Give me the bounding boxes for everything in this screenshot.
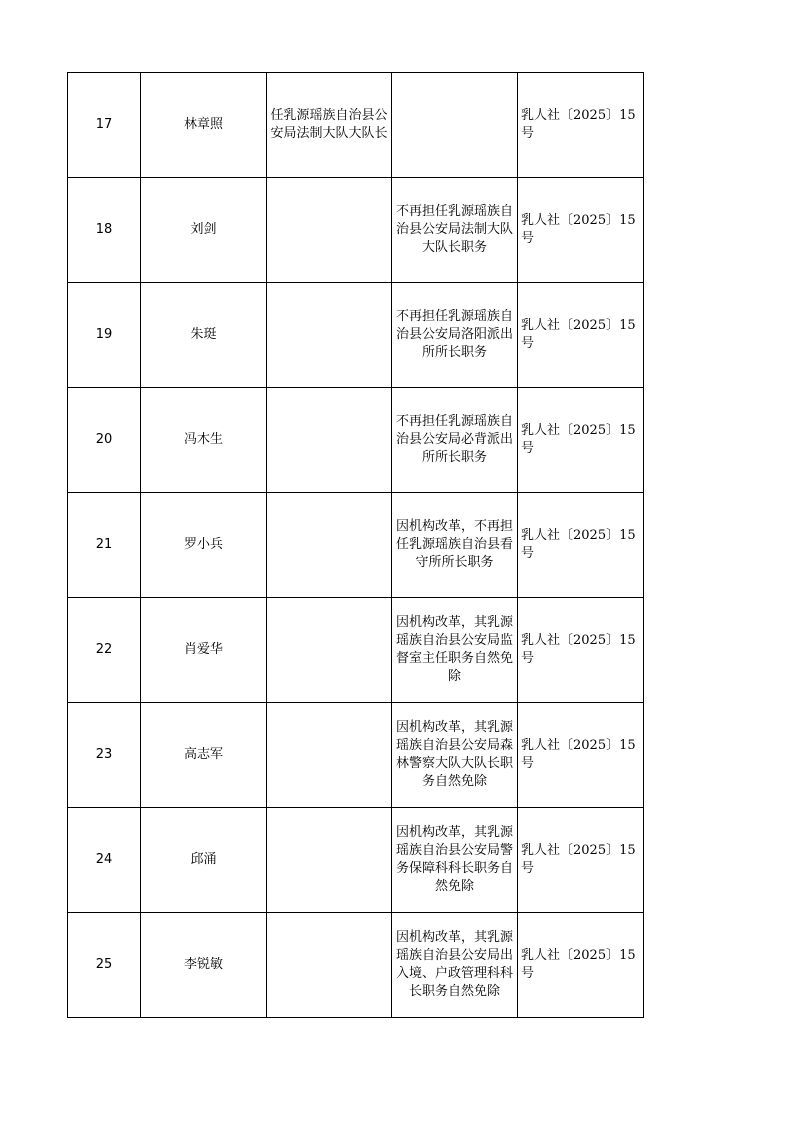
removal-text: 因机构改革，其乳源瑶族自治县公安局出入境、户政管理科科长职务自然免除 [392, 913, 518, 1018]
removal-text: 不再担任乳源瑶族自治县公安局必背派出所所长职务 [392, 388, 518, 493]
document-number: 乳人社〔2025〕15号 [518, 913, 644, 1018]
table-row [68, 388, 644, 493]
document-number: 乳人社〔2025〕15号 [518, 178, 644, 283]
document-number: 乳人社〔2025〕15号 [518, 283, 644, 388]
removal-text: 因机构改革，其乳源瑶族自治县公安局警务保障科科长职务自然免除 [392, 808, 518, 913]
document-number: 乳人社〔2025〕15号 [518, 703, 644, 808]
person-name: 罗小兵 [141, 493, 267, 598]
person-name: 高志军 [141, 703, 267, 808]
removal-text: 因机构改革，其乳源瑶族自治县公安局监督室主任职务自然免除 [392, 598, 518, 703]
person-name: 肖爱华 [141, 598, 267, 703]
appointment-text [267, 913, 392, 1018]
appointment-text [267, 598, 392, 703]
person-name: 朱珽 [141, 283, 267, 388]
person-name: 李锐敏 [141, 913, 267, 1018]
appointment-text [267, 283, 392, 388]
row-number: 24 [68, 808, 141, 913]
table-row [68, 808, 644, 913]
removal-text: 不再担任乳源瑶族自治县公安局洛阳派出所所长职务 [392, 283, 518, 388]
table-row [68, 178, 644, 283]
row-number: 21 [68, 493, 141, 598]
person-name: 林章照 [141, 73, 267, 178]
document-number: 乳人社〔2025〕15号 [518, 493, 644, 598]
table-row [68, 493, 644, 598]
row-number: 20 [68, 388, 141, 493]
person-name: 刘剑 [141, 178, 267, 283]
row-number: 25 [68, 913, 141, 1018]
removal-text: 不再担任乳源瑶族自治县公安局法制大队大队长职务 [392, 178, 518, 283]
personnel-table [67, 72, 644, 1018]
table-row [68, 703, 644, 808]
appointment-text: 任乳源瑶族自治县公安局法制大队大队长 [267, 73, 392, 178]
row-number: 22 [68, 598, 141, 703]
table-row [68, 913, 644, 1018]
row-number: 23 [68, 703, 141, 808]
document-number: 乳人社〔2025〕15号 [518, 598, 644, 703]
removal-text: 因机构改革，其乳源瑶族自治县公安局森林警察大队大队长职务自然免除 [392, 703, 518, 808]
person-name: 邱涌 [141, 808, 267, 913]
row-number: 17 [68, 73, 141, 178]
document-number: 乳人社〔2025〕15号 [518, 808, 644, 913]
row-number: 18 [68, 178, 141, 283]
appointment-text [267, 703, 392, 808]
table-row [68, 73, 644, 178]
removal-text [392, 73, 518, 178]
removal-text: 因机构改革，不再担任乳源瑶族自治县看守所所长职务 [392, 493, 518, 598]
appointment-text [267, 493, 392, 598]
table-row [68, 283, 644, 388]
person-name: 冯木生 [141, 388, 267, 493]
appointment-text [267, 808, 392, 913]
appointment-text [267, 388, 392, 493]
document-number: 乳人社〔2025〕15号 [518, 388, 644, 493]
appointment-text [267, 178, 392, 283]
document-number: 乳人社〔2025〕15号 [518, 73, 644, 178]
table-row [68, 598, 644, 703]
row-number: 19 [68, 283, 141, 388]
